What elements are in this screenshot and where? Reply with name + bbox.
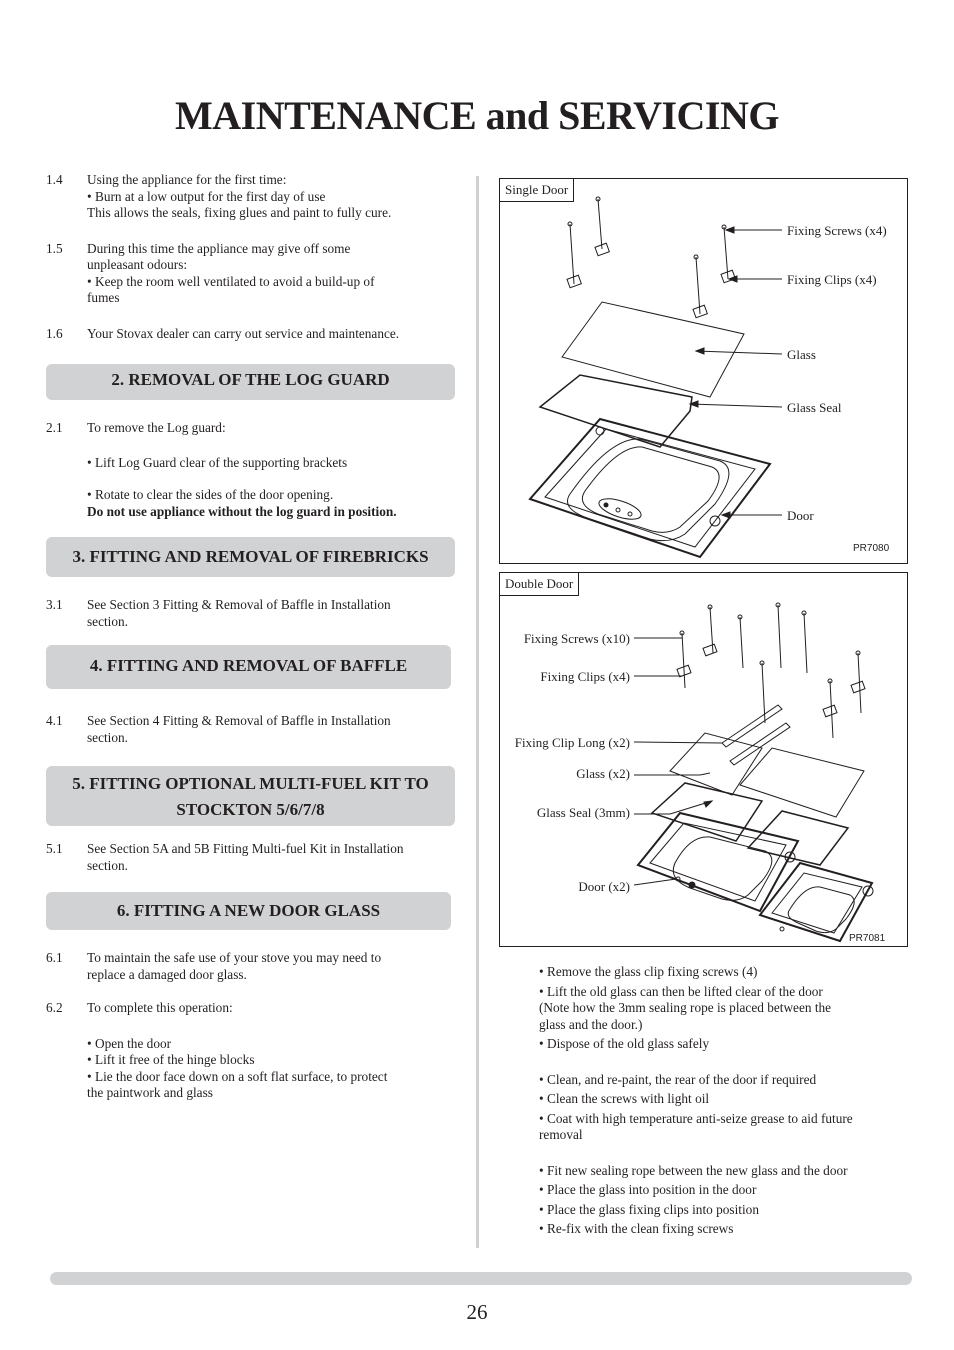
label-fixing-screws-x10: Fixing Screws (x10): [523, 631, 630, 646]
footer-bar: [50, 1272, 912, 1285]
label-fixing-clips-x4-double: Fixing Clips (x4): [540, 669, 630, 684]
log-guard-warning: Do not use appliance without the log guard in position.: [87, 503, 397, 519]
figure-code-pr7081: PR7081: [849, 933, 886, 944]
step-clean-screws: • Clean the screws with light oil: [539, 1091, 710, 1106]
section-5-header: 5. FITTING OPTIONAL MULTI-FUEL KIT TO STOCKTON 5/6/7/8: [46, 766, 455, 826]
item-1-6: 1.6 Your Stovax dealer can carry out service and maintenance.: [46, 325, 400, 341]
step-lift-glass: • Lift the old glass can then be lifted clear of the door: [539, 983, 823, 999]
double-door-illustration: [500, 573, 909, 948]
step-dispose-glass: • Dispose of the old glass safely: [539, 1036, 710, 1051]
step-place-clips: • Place the glass fixing clips into position: [539, 1201, 759, 1217]
label-fixing-screws-x4: Fixing Screws (x4): [787, 223, 887, 238]
left-column: [46, 172, 458, 1102]
label-glass: Glass: [787, 347, 816, 362]
glass-replacement-steps: • Remove the glass clip fixing screws (4) • Lift the old glass can then be lifted clear of the door (Note how the 3mm sealing rope is placed between the glass and the door.) • Dispose of the old glass safely • Clean, and re-paint, the rear of the door if required • Clean the screws with light oil • Coat with high temperature anti-seize grease to aid future removal • Fit new sealing rope between the new glass and the door • Place the glass into position in the door • Place the glass fixing clips into position • Re-fix with the clean fixing screws: [539, 964, 909, 1238]
label-glass-x2: Glass (x2): [576, 766, 630, 781]
section-2-header: 2. REMOVAL OF THE LOG GUARD: [46, 364, 455, 400]
step-fit-rope: • Fit new sealing rope between the new glass and the door: [539, 1162, 848, 1178]
column-divider: [476, 176, 479, 1248]
step-coat-grease: • Coat with high temperature anti-seize grease to aid future: [539, 1110, 853, 1126]
figure-code-pr7080: PR7080: [853, 543, 890, 554]
figure-single-door: [499, 178, 908, 564]
double-door-tag: Double Door: [500, 573, 579, 596]
label-door: Door: [787, 508, 814, 523]
label-fixing-clip-long-x2: Fixing Clip Long (x2): [514, 735, 630, 750]
step-place-glass: • Place the glass into position in the door: [539, 1182, 757, 1197]
item-6-2: 6.2 To complete this operation: • Open the door • Lift it free of the hinge blocks • Lie the door face down on a soft flat surface, to protect the paintwork and glass: [46, 1000, 388, 1100]
item-1-4: 1.4 Using the appliance for the first time: • Burn at a low output for the first day of use This allows the seals, fixing glues and paint to fully cure.: [46, 172, 392, 220]
step-remove-screws: • Remove the glass clip fixing screws (4): [539, 964, 758, 979]
label-fixing-clips-x4: Fixing Clips (x4): [787, 272, 877, 287]
figure-double-door: [499, 572, 908, 947]
section-3-header: 3. FITTING AND REMOVAL OF FIREBRICKS: [46, 537, 455, 577]
item-2-1: 2.1 To remove the Log guard: • Lift Log Guard clear of the supporting brackets • Rotate to clear the sides of the door opening. Do not use appliance without the log guard in position.: [46, 420, 458, 520]
step-refix-screws: • Re-fix with the clean fixing screws: [539, 1221, 734, 1236]
label-glass-seal-3mm: Glass Seal (3mm): [536, 805, 630, 820]
single-door-tag: Single Door: [500, 179, 574, 202]
page-title: MAINTENANCE and SERVICING: [175, 93, 779, 138]
label-door-x2: Door (x2): [578, 879, 630, 894]
item-1-5: 1.5 During this time the appliance may give off some unpleasant odours: • Keep the room well ventilated to avoid a build-up of fumes: [46, 240, 375, 305]
step-clean-repaint: • Clean, and re-paint, the rear of the door if required: [539, 1071, 817, 1087]
item-3-1: 3.1 See Section 3 Fitting & Removal of Baffle in Installation section.: [46, 597, 391, 629]
section-6-header: 6. FITTING A NEW DOOR GLASS: [46, 892, 451, 930]
section-4-header: 4. FITTING AND REMOVAL OF BAFFLE: [46, 645, 451, 689]
item-5-1: 5.1 See Section 5A and 5B Fitting Multi-fuel Kit in Installation section.: [46, 841, 404, 873]
label-glass-seal: Glass Seal: [787, 400, 842, 415]
item-6-1: 6.1 To maintain the safe use of your stove you may need to replace a damaged door glass.: [46, 950, 382, 982]
item-4-1: 4.1 See Section 4 Fitting & Removal of Baffle in Installation section.: [46, 713, 391, 745]
page-number: 26: [466, 1300, 488, 1324]
